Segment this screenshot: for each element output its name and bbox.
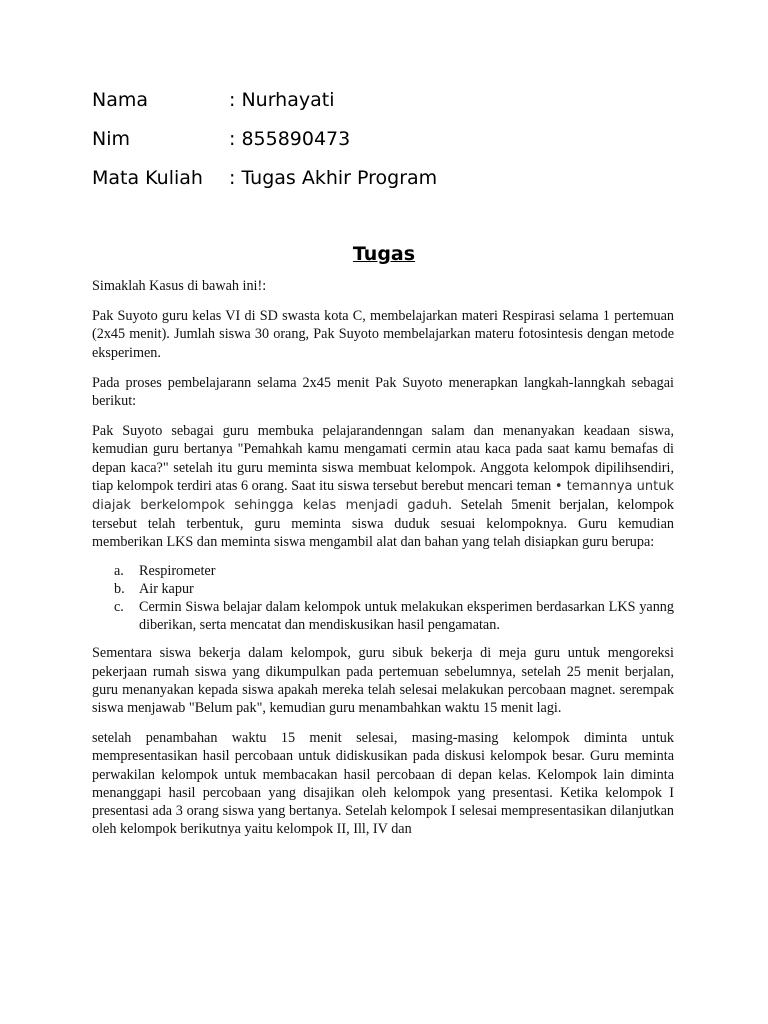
case-paragraph-5: setelah penambahan waktu 15 menit selesai, masing-masing kelompok diminta untuk mempresentasikan hasil percobaan untuk didiskusikan pada diskusi kelompok besar. Guru meminta perwakilan kelompok untuk membacakan hasil percobaan di depan kelas. Kelompok lain diminta menanggapi hasil percobaan yang disajikan oleh kelompok yang presentasi. Ketika kelompok I presentasi ada 3 orang siswa yang bertanya. Setelah kelompok I selesai mempresentasikan dilanjutkan oleh kelompok berikutnya yaitu kelompok II, Ill, IV dan xyxy=(92,730,674,838)
info-value: : Tugas Akhir Program xyxy=(229,167,438,189)
list-marker: c. xyxy=(114,599,124,616)
student-info xyxy=(92,84,437,201)
intro-paragraph: Simaklah Kasus di bawah ini!: xyxy=(92,278,267,294)
list-item-text: Respirometer xyxy=(139,562,216,579)
materials-list xyxy=(92,562,674,635)
case-paragraph-1: Pak Suyoto guru kelas VI di SD swasta kota C, membelajarkan materi Respirasi selama 1 pertemuan (2x45 menit). Jumlah siswa 30 orang, Pak Suyoto membelajarkan materu fotosintesis dengan metode eksperimen. xyxy=(92,308,674,361)
info-row-name xyxy=(92,84,437,123)
handwritten-text: • temannya untuk diajak berkelompok sehingga kelas menjadi gaduh xyxy=(92,478,674,514)
info-value: : 855890473 xyxy=(229,128,351,150)
case-paragraph-2: Pada proses pembelajarann selama 2x45 menit Pak Suyoto menerapkan langkah-lanngkah sebagai berikut: xyxy=(92,374,674,410)
case-paragraph-4: Sementara siswa bekerja dalam kelompok, guru sibuk bekerja di meja guru untuk mengoreksi pekerjaan rumah siswa yang dikumpulkan pada pertemuan sebelumnya, setelah 25 menit berjalan, guru menanyakan kepada siswa apakah mereka telah selesai melakukan percobaan magnet. serempak siswa menjawab "Belum pak", kemudian guru menambahkan waktu 15 menit lagi. xyxy=(92,645,674,717)
paragraph-text: . Setelah 5menit berjalan, kelompok tersebut telah terbentuk, guru meminta siswa duduk sesuai kelompoknya. Guru kemudian memberikan LKS dan meminta siswa mengambil alat dan bahan yang telah disiapkan guru berupa: xyxy=(92,497,674,551)
list-item xyxy=(114,580,674,598)
list-marker: b. xyxy=(114,580,125,597)
case-paragraph-3 xyxy=(92,422,674,551)
list-marker: a. xyxy=(114,562,124,579)
paragraph-text: Pak Suyoto sebagai guru membuka pelajarandenngan salam dan menanyakan keadaan siswa, kemudian guru bertanya "Pemahkah kamu mengamati cermin atau kaca pada saat kamu bemafas di depan kaca?" setelah itu guru meminta siswa membuat kelompok. Anggota kelompok dipilihsendiri, tiap kelompok terdiri atas 6 orang. Saat itu siswa tersebut berebut mencari teman xyxy=(92,423,674,494)
list-item-text: Cermin Siswa belajar dalam kelompok untuk melakukan eksperimen berdasarkan LKS yanng diberikan, serta mencatat dan mendiskusikan hasil pengamatan. xyxy=(139,599,674,634)
info-row-course xyxy=(92,162,437,201)
info-label: Mata Kuliah xyxy=(92,167,203,189)
list-item xyxy=(114,598,674,634)
list-item xyxy=(114,562,674,580)
document-body xyxy=(92,277,674,850)
page-title: Tugas xyxy=(352,243,416,265)
info-value: : Nurhayati xyxy=(229,89,335,111)
info-row-nim xyxy=(92,123,437,162)
info-label: Nama xyxy=(92,89,149,111)
list-item-text: Air kapur xyxy=(139,580,194,597)
info-label: Nim xyxy=(92,128,130,150)
